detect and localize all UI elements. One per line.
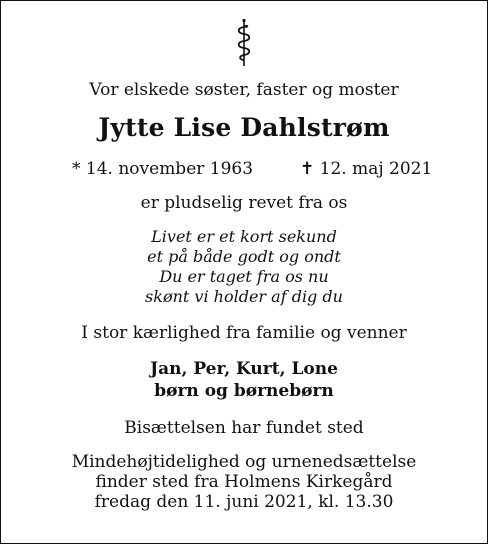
memorial-line: Mindehøjtidelighed og urnenedsættelse xyxy=(71,452,417,472)
memorial-notice xyxy=(0,452,488,512)
poem xyxy=(0,227,488,307)
memorial-line: finder sted fra Holmens Kirkegård xyxy=(95,472,393,492)
family-names xyxy=(0,358,488,402)
passing-text: er pludselig revet fra os xyxy=(140,193,348,213)
intro-text: Vor elskede søster, faster og moster xyxy=(89,80,399,100)
birth-date: * 14. november 1963 xyxy=(72,159,254,179)
poem-line: Du er taget fra os nu xyxy=(159,267,329,286)
life-dates xyxy=(0,159,488,181)
poem-line: Livet er et kort sekund xyxy=(151,227,337,246)
staff-of-asclepius-icon xyxy=(231,18,257,68)
death-date: ✝ 12. maj 2021 xyxy=(300,159,433,179)
poem-line: skønt vi holder af dig du xyxy=(145,287,343,306)
deceased-name: Jytte Lise Dahlstrøm xyxy=(98,113,390,142)
funeral-notice: Bisættelsen har fundet sted xyxy=(124,418,364,438)
family-line: Jan, Per, Kurt, Lone xyxy=(150,359,338,379)
family-line: børn og børnebørn xyxy=(154,381,334,401)
poem-line: et på både godt og ondt xyxy=(147,247,341,266)
memorial-line: fredag den 11. juni 2021, kl. 13.30 xyxy=(94,492,394,512)
love-text: I stor kærlighed fra familie og venner xyxy=(81,323,407,343)
